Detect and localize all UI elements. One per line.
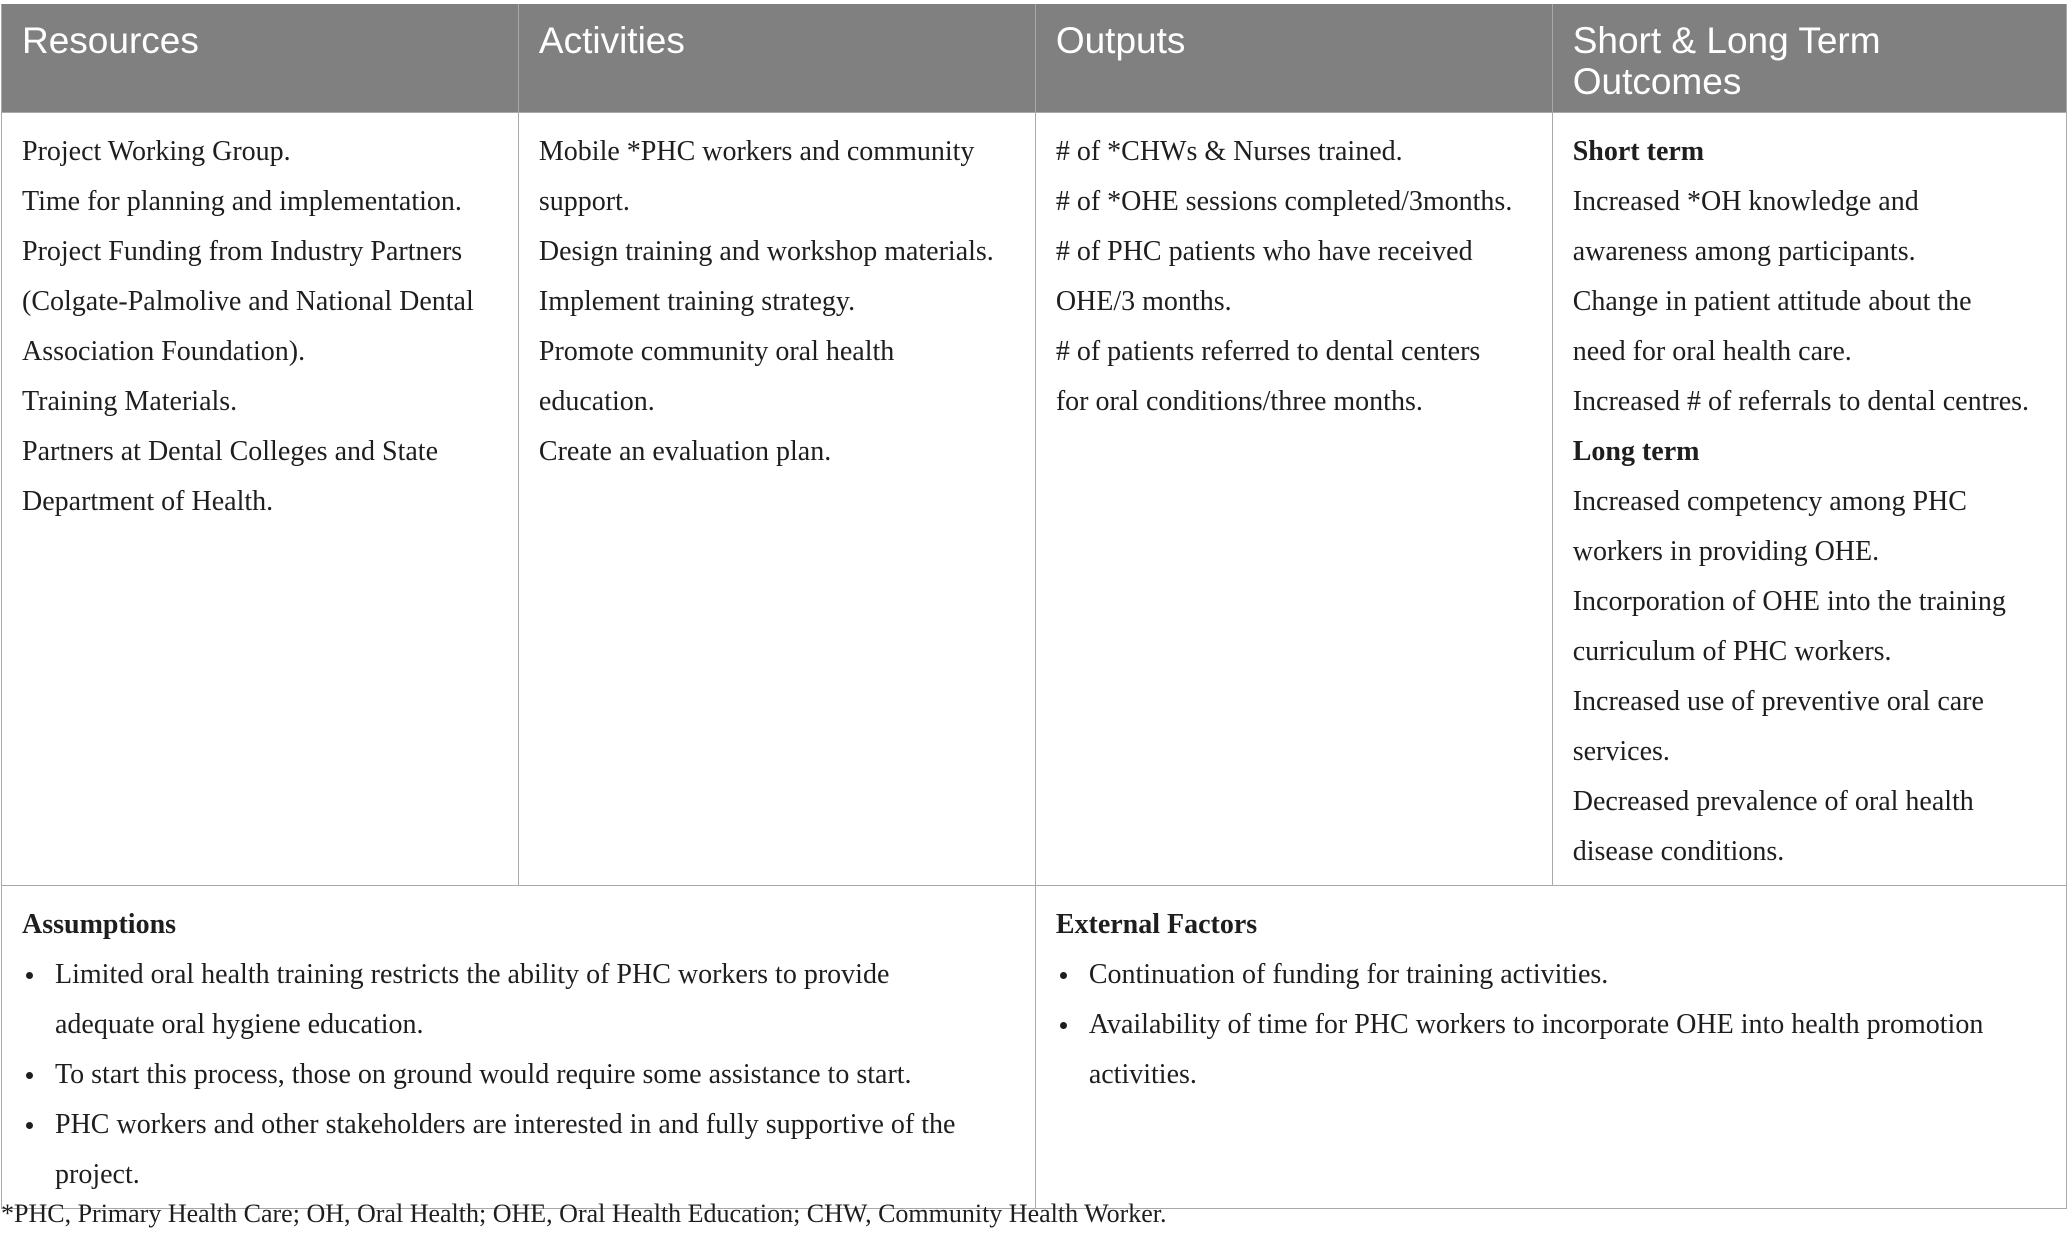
assumption-line: project. [55, 1159, 140, 1190]
long-term-line: services. [1572, 736, 1670, 767]
external-factor-line: Availability of time for PHC workers to incorporate OHE into health promotion [1088, 1009, 1984, 1040]
header-activities: Activities [518, 4, 1035, 113]
header-row [2, 4, 2067, 113]
long-term-line: Increased competency among PHC [1572, 486, 1967, 517]
activities-line: Implement training strategy. [538, 286, 856, 317]
external-factors-heading: External Factors [1055, 909, 1258, 940]
resources-line: Time for planning and implementation. [22, 186, 462, 217]
activities-line: Promote community oral health [538, 336, 895, 367]
short-term-line: Increased *OH knowledge and [1572, 186, 1919, 217]
header-outputs: Outputs [1035, 4, 1552, 113]
assumptions-heading: Assumptions [22, 909, 177, 940]
assumption-line: adequate oral hygiene education. [55, 1009, 424, 1040]
outputs-line: OHE/3 months. [1055, 286, 1232, 317]
activities-line: Design training and workshop materials. [538, 236, 994, 267]
external-factor-line: Continuation of funding for training activities. [1088, 959, 1609, 990]
long-term-line: workers in providing OHE. [1572, 536, 1880, 567]
short-term-heading: Short term [1572, 136, 1705, 167]
assumption-line: Limited oral health training restricts the ability of PHC workers to provide [55, 959, 890, 990]
logic-model-table [1, 4, 2067, 1209]
short-term-line: need for oral health care. [1572, 336, 1852, 367]
resources-line: Association Foundation). [22, 336, 306, 367]
resources-line: Training Materials. [22, 386, 238, 417]
assumption-line: To start this process, those on ground would require some assistance to start. [55, 1059, 912, 1090]
outcomes-cell [1552, 113, 2066, 886]
external-factors-list [1056, 950, 2046, 1100]
outputs-line: # of *CHWs & Nurses trained. [1055, 136, 1403, 167]
external-factor-line: activities. [1088, 1059, 1197, 1090]
header-outcomes-line-2: Outcomes [1572, 61, 1742, 102]
activities-line: Mobile *PHC workers and community [538, 136, 975, 167]
long-term-line: Incorporation of OHE into the training [1572, 586, 2006, 617]
assumption-item [22, 1100, 1015, 1200]
short-term-line: Change in patient attitude about the [1572, 286, 1972, 317]
activities-line: Create an evaluation plan. [538, 436, 832, 467]
outputs-line: for oral conditions/three months. [1055, 386, 1423, 417]
long-term-line: disease conditions. [1572, 836, 1785, 867]
outputs-cell [1035, 113, 1552, 886]
header-resources: Resources [2, 4, 519, 113]
resources-cell [2, 113, 519, 886]
body-row [2, 113, 2067, 886]
assumptions-row [2, 886, 2067, 1209]
assumptions-list [22, 950, 1015, 1200]
table-footnote: *PHC, Primary Health Care; OH, Oral Health; OHE, Oral Health Education; CHW, Community Health Worker. [1, 1199, 1167, 1228]
long-term-line: Increased use of preventive oral care [1572, 686, 1984, 717]
external-factor-item [1056, 950, 2046, 1000]
header-outcomes [1552, 4, 2066, 113]
outputs-line: # of patients referred to dental centers [1055, 336, 1481, 367]
short-term-line: Increased # of referrals to dental centres. [1572, 386, 2030, 417]
activities-cell [518, 113, 1035, 886]
assumption-item [22, 950, 1015, 1050]
resources-line: Project Working Group. [22, 136, 291, 167]
external-factors-cell [1035, 886, 2066, 1209]
resources-line: Partners at Dental Colleges and State [22, 436, 438, 467]
external-factor-item [1056, 1000, 2046, 1100]
resources-line: Project Funding from Industry Partners [22, 236, 463, 267]
long-term-line: curriculum of PHC workers. [1572, 636, 1892, 667]
resources-line: Department of Health. [22, 486, 274, 517]
activities-line: education. [538, 386, 655, 417]
assumptions-cell [2, 886, 1036, 1209]
long-term-line: Decreased prevalence of oral health [1572, 786, 1974, 817]
outputs-line: # of *OHE sessions completed/3months. [1055, 186, 1513, 217]
short-term-line: awareness among participants. [1572, 236, 1916, 267]
activities-line: support. [538, 186, 630, 217]
long-term-heading: Long term [1572, 436, 1700, 467]
header-outcomes-line-1: Short & Long Term [1572, 20, 1881, 61]
resources-line: (Colgate-Palmolive and National Dental [22, 286, 474, 317]
outputs-line: # of PHC patients who have received [1055, 236, 1473, 267]
assumption-line: PHC workers and other stakeholders are interested in and fully supportive of the [55, 1109, 956, 1140]
assumption-item [22, 1050, 1015, 1100]
